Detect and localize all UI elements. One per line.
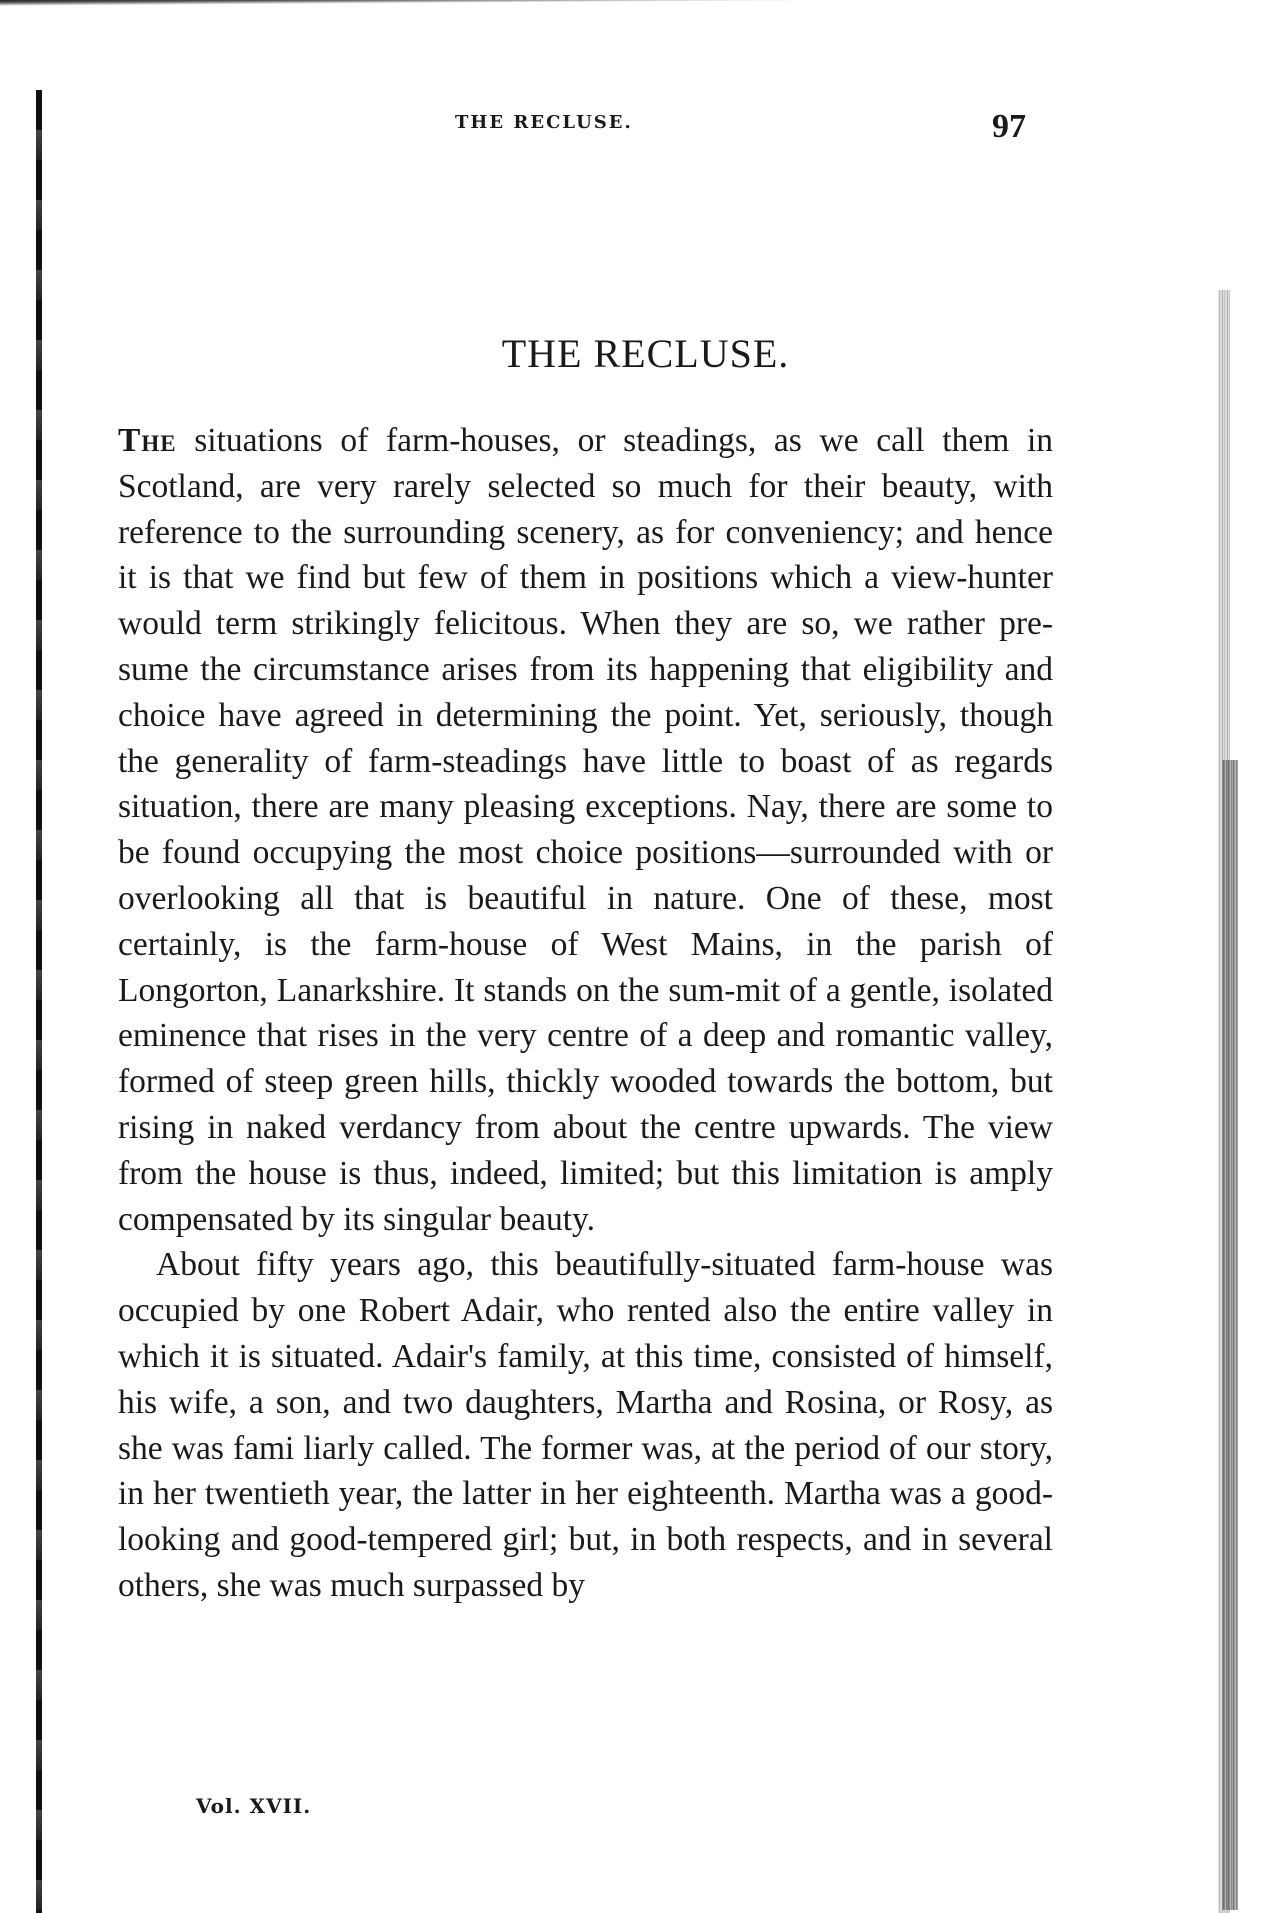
page-number: 97 xyxy=(992,108,1026,145)
chapter-title xyxy=(0,330,1267,377)
paragraph-2: About fifty years ago, this beautifully-situated farm-house was occupied by one Robert Adair, who rented also the entire valley in which it is situated. Adair's family, at this time, consisted of himself, his wife, a son, and two daughters, Martha and Rosina, or Rosy, as she was fami liarly called. The former was, at the period of our story, in her twentieth year, the latter in her eighteenth. Martha was a good-looking and good-tempered girl; but, in both respects, and in several others, she was much surpassed by xyxy=(118,1246,1053,1604)
signature-mark: Vol. XVII. xyxy=(196,1794,312,1818)
paragraph-1-text: situations of farm-houses, or steadings, as we call them in Scotland, are very rarely selected so much for their beauty, with reference to the surrounding scenery, as for conveniency; and hence it is that we find but few of them in positions which a view-hunter would term strikingly felicitous. When they are so, we rather pre-sume the circumstance arises from its happening that eligibility and choice have agreed in determining the point. Yet, seriously, though the generality of farm-steadings have little to boast of as regards situation, there are many pleasing exceptions. Nay, there are some to be found occupying the most choice positions—surrounded with or overlooking all that is beautiful in nature. One of these, most certainly, is the farm-house of West Mains, in the parish of Longorton, Lanarkshire. It stands on the sum-mit of a gentle, isolated eminence that rises in the very centre of a deep and romantic valley, formed of steep green hills, thickly wooded towards the bottom, but rising in naked verdancy from about the centre upwards. The view from the house is thus, indeed, limited; but this limitation is amply compensated by its singular beauty. xyxy=(118,422,1053,1238)
page-right-edge-dark-shadow xyxy=(1222,760,1238,1910)
running-header xyxy=(0,108,1267,148)
body-text xyxy=(118,418,1053,1609)
running-title: THE RECLUSE. xyxy=(455,112,633,133)
page-top-edge xyxy=(0,0,1200,6)
chapter-title-text: THE RECLUSE. xyxy=(501,331,790,376)
paragraph-1 xyxy=(118,418,1053,1242)
lead-word: The xyxy=(118,422,177,459)
